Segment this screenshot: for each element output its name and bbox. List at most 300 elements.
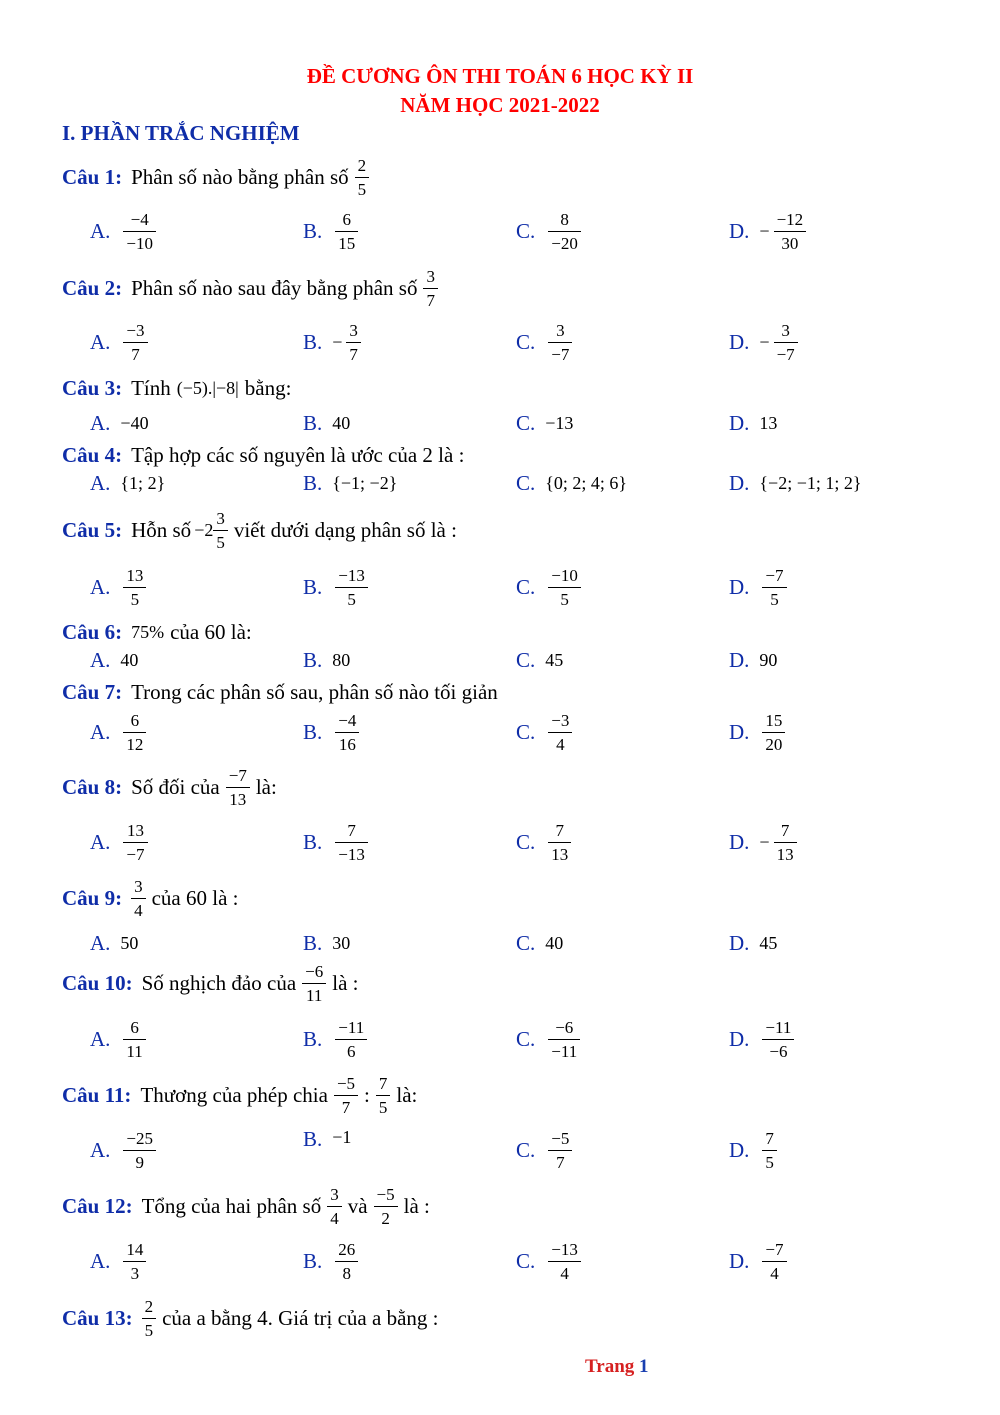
option-value: {1; 2} <box>120 472 166 493</box>
numerator: 13 <box>126 565 144 585</box>
option-letter: B. <box>303 218 323 243</box>
denominator: 5 <box>560 589 569 609</box>
denominator: 4 <box>556 734 565 754</box>
minus-sign: − <box>759 331 770 352</box>
option-b[interactable] <box>303 458 397 508</box>
option-letter: A. <box>90 1248 111 1273</box>
denominator: −11 <box>551 1041 578 1061</box>
numerator: 6 <box>130 1017 139 1037</box>
answer-options <box>0 1125 1000 1175</box>
document-title: ĐỀ CƯƠNG ÔN THI TOÁN 6 HỌC KỲ II <box>306 64 694 88</box>
answer-options <box>0 458 1000 508</box>
question-10 <box>62 963 361 1003</box>
option-value: 45 <box>545 649 564 670</box>
option-d[interactable] <box>729 1125 780 1175</box>
option-value: 80 <box>332 649 351 670</box>
numerator: −13 <box>338 565 365 585</box>
question-label: Câu 6: <box>62 619 123 644</box>
option-letter: D. <box>729 574 750 599</box>
numerator: −4 <box>130 209 149 229</box>
option-value: 13 <box>759 412 778 433</box>
denominator: −7 <box>126 844 145 864</box>
option-a[interactable] <box>90 562 149 612</box>
numerator: −4 <box>338 710 357 730</box>
question-fraction <box>226 766 250 809</box>
question-text: là: <box>255 774 277 799</box>
option-fraction <box>762 1240 786 1283</box>
option-fraction <box>548 210 581 253</box>
numerator: −6 <box>555 1017 574 1037</box>
option-c[interactable] <box>516 1236 584 1286</box>
question-12 <box>62 1186 433 1226</box>
option-a[interactable] <box>90 206 159 256</box>
option-letter: C. <box>516 930 536 955</box>
question-text: của a bằng 4. Giá trị của a bằng : <box>162 1305 439 1330</box>
answer-options <box>0 206 1000 256</box>
option-b[interactable] <box>303 707 362 757</box>
option-b[interactable] <box>303 206 361 256</box>
answer-options <box>0 817 1000 867</box>
option-fraction <box>123 1240 146 1283</box>
option-d[interactable] <box>729 817 800 867</box>
math-expression: (−5).|−8| <box>176 377 239 398</box>
question-label: Câu 10: <box>62 970 133 995</box>
question-fraction <box>142 1297 157 1340</box>
page-footer <box>585 1356 649 1378</box>
option-letter: D. <box>729 470 750 495</box>
option-a[interactable] <box>90 1236 149 1286</box>
option-letter: A. <box>90 218 111 243</box>
option-letter: A. <box>90 829 111 854</box>
question-text: Thương của phép chia <box>140 1082 328 1107</box>
denominator: 5 <box>378 1097 388 1117</box>
option-value: {−2; −1; 1; 2} <box>759 472 862 493</box>
numerator: 7 <box>555 820 565 840</box>
option-fraction <box>774 321 798 364</box>
option-c[interactable] <box>516 562 584 612</box>
answer-options <box>0 562 1000 612</box>
question-text: bằng: <box>244 375 292 400</box>
option-value: −1 <box>332 1127 352 1147</box>
option-letter: B. <box>303 329 323 354</box>
option-fraction <box>762 566 786 609</box>
option-value: {0; 2; 4; 6} <box>545 472 628 493</box>
option-letter: A. <box>90 329 111 354</box>
option-letter: B. <box>303 1026 323 1051</box>
question-text: là : <box>403 1193 430 1218</box>
numerator: −11 <box>765 1017 792 1037</box>
denominator: 6 <box>347 1041 356 1061</box>
question-text: của 60 là: <box>170 619 252 644</box>
option-fraction <box>335 711 359 754</box>
question-text: là : <box>332 970 359 995</box>
option-value: 45 <box>759 932 778 953</box>
option-letter: A. <box>90 574 111 599</box>
option-fraction <box>123 1018 145 1061</box>
option-letter: A. <box>90 1026 111 1051</box>
denominator: 9 <box>135 1152 144 1172</box>
numerator: −5 <box>551 1128 570 1148</box>
option-a[interactable] <box>90 1125 159 1175</box>
numerator: 2 <box>357 155 367 175</box>
option-letter: D. <box>729 647 750 672</box>
math-expression: 75% <box>131 621 165 642</box>
option-value: 50 <box>120 932 139 953</box>
question-label: Câu 11: <box>62 1082 132 1107</box>
option-letter: D. <box>729 1137 750 1162</box>
denominator: 11 <box>126 1041 143 1061</box>
option-fraction <box>774 210 807 253</box>
denominator: 7 <box>131 344 140 364</box>
option-value: 90 <box>759 649 778 670</box>
option-letter: D. <box>729 1248 750 1273</box>
denominator: 7 <box>341 1097 351 1117</box>
option-d[interactable] <box>729 206 809 256</box>
denominator: 11 <box>306 985 323 1005</box>
question-label: Câu 1: <box>62 164 123 189</box>
option-fraction <box>774 821 797 864</box>
question-label: Câu 8: <box>62 774 123 799</box>
denominator: 15 <box>338 233 356 253</box>
option-letter: A. <box>90 410 111 435</box>
denominator: 5 <box>770 589 779 609</box>
question-fraction <box>423 267 438 310</box>
numerator: 7 <box>780 820 790 840</box>
option-fraction <box>762 1129 777 1172</box>
denominator: 7 <box>349 344 358 364</box>
numerator: 6 <box>130 710 140 730</box>
numerator: −11 <box>338 1017 365 1037</box>
option-fraction <box>123 821 147 864</box>
question-text: viết dưới dạng phân số là : <box>233 517 457 542</box>
question-label: Câu 4: <box>62 442 123 467</box>
numerator: 3 <box>330 1184 339 1204</box>
question-label: Câu 12: <box>62 1193 133 1218</box>
option-b[interactable] <box>303 1236 361 1286</box>
denominator: −10 <box>126 233 154 253</box>
denominator: 8 <box>342 1263 352 1283</box>
option-letter: A. <box>90 647 111 672</box>
numerator: 13 <box>126 820 144 840</box>
numerator: 6 <box>342 209 352 229</box>
numerator: 3 <box>349 320 358 340</box>
question-fraction <box>327 1185 342 1228</box>
option-fraction <box>548 1018 580 1061</box>
numerator: 3 <box>134 876 143 896</box>
answer-options <box>0 918 1000 968</box>
question-text: Tập hợp các số nguyên là ước của 2 là : <box>131 442 465 467</box>
option-fraction <box>335 210 358 253</box>
numerator: 8 <box>560 209 569 229</box>
numerator: 3 <box>556 320 565 340</box>
option-a[interactable] <box>90 317 151 367</box>
denominator: −13 <box>338 844 365 864</box>
option-b[interactable] <box>303 1014 370 1064</box>
denominator: 20 <box>765 734 783 754</box>
question-9 <box>62 878 241 918</box>
option-letter: B. <box>303 647 323 672</box>
option-letter: C. <box>516 1248 536 1273</box>
question-8 <box>62 767 280 807</box>
question-text: Phân số nào bằng phân số <box>131 164 349 189</box>
minus-sign: − <box>332 331 343 352</box>
option-value: 40 <box>545 932 564 953</box>
question-11 <box>62 1075 420 1115</box>
denominator: 5 <box>216 532 225 552</box>
option-c[interactable] <box>516 635 563 685</box>
option-fraction <box>548 1240 581 1283</box>
numerator: 3 <box>426 266 435 286</box>
answer-options <box>0 1014 1000 1064</box>
denominator: 13 <box>551 844 569 864</box>
question-fraction <box>334 1074 358 1117</box>
option-letter: D. <box>729 329 750 354</box>
option-fraction <box>335 566 368 609</box>
denominator: 2 <box>381 1208 390 1228</box>
question-text: Phân số nào sau đây bằng phân số <box>131 275 418 300</box>
numerator: 26 <box>338 1239 356 1259</box>
numerator: −7 <box>765 1239 784 1259</box>
option-fraction <box>762 1018 794 1061</box>
numerator: −5 <box>376 1184 395 1204</box>
option-fraction <box>548 1129 572 1172</box>
operator: và <box>347 1193 368 1218</box>
section-heading: I. PHẦN TRẮC NGHIỆM <box>62 121 300 145</box>
numerator: −5 <box>336 1073 356 1093</box>
operator: : <box>364 1082 370 1107</box>
question-text: Hỗn số <box>131 517 192 542</box>
numerator: 7 <box>765 1128 774 1148</box>
mixed-fraction <box>213 509 228 552</box>
option-a[interactable] <box>90 817 151 867</box>
minus-sign: − <box>759 220 770 241</box>
denominator: 7 <box>556 1152 565 1172</box>
answer-options <box>0 707 1000 757</box>
option-fraction <box>548 321 572 364</box>
denominator: 4 <box>560 1263 569 1283</box>
option-value: 30 <box>332 932 351 953</box>
option-letter: D. <box>729 1026 750 1051</box>
question-text: của 60 là : <box>151 885 239 910</box>
numerator: 3 <box>781 320 790 340</box>
denominator: 16 <box>338 734 356 754</box>
option-letter: B. <box>303 410 323 435</box>
denominator: 5 <box>765 1152 774 1172</box>
option-a[interactable] <box>90 458 165 508</box>
option-c[interactable] <box>516 707 575 757</box>
question-2 <box>62 268 441 308</box>
denominator: 30 <box>781 233 799 253</box>
numerator: 7 <box>378 1073 388 1093</box>
numerator: −12 <box>776 209 804 229</box>
option-fraction <box>762 711 785 754</box>
question-label: Câu 3: <box>62 375 123 400</box>
option-c[interactable] <box>516 206 584 256</box>
option-a[interactable] <box>90 1014 149 1064</box>
option-letter: B. <box>303 1127 323 1151</box>
question-5 <box>62 510 460 550</box>
option-letter: D. <box>729 719 750 744</box>
option-b[interactable] <box>303 1125 351 1177</box>
denominator: −7 <box>776 344 795 364</box>
numerator: 3 <box>216 508 225 528</box>
question-fraction <box>302 962 326 1005</box>
option-c[interactable] <box>516 817 574 867</box>
option-fraction <box>346 321 361 364</box>
option-fraction <box>123 711 146 754</box>
option-letter: D. <box>729 829 750 854</box>
denominator: 5 <box>130 589 140 609</box>
question-1 <box>62 157 372 197</box>
question-label: Câu 2: <box>62 275 123 300</box>
answer-options <box>0 317 1000 367</box>
question-label: Câu 7: <box>62 679 123 704</box>
option-letter: B. <box>303 1248 323 1273</box>
answer-options <box>0 1236 1000 1286</box>
option-letter: B. <box>303 829 323 854</box>
option-letter: C. <box>516 470 536 495</box>
option-fraction <box>123 566 146 609</box>
question-label: Câu 13: <box>62 1305 133 1330</box>
denominator: 7 <box>426 290 435 310</box>
option-value: 40 <box>332 412 351 433</box>
question-text: Tính <box>131 375 171 400</box>
option-letter: A. <box>90 930 111 955</box>
option-fraction <box>123 321 147 364</box>
denominator: 12 <box>126 734 144 754</box>
option-letter: C. <box>516 574 536 599</box>
denominator: 3 <box>130 1263 140 1283</box>
numerator: −7 <box>228 765 247 785</box>
school-year: NĂM HỌC 2021-2022 <box>400 93 600 117</box>
question-13 <box>62 1298 441 1338</box>
option-fraction <box>123 210 156 253</box>
question-text: Số đối của <box>131 774 220 799</box>
option-letter: B. <box>303 719 323 744</box>
page-label: Trang <box>585 1356 635 1377</box>
option-letter: D. <box>729 410 750 435</box>
question-fraction <box>374 1185 398 1228</box>
option-letter: D. <box>729 218 750 243</box>
option-c[interactable] <box>516 398 573 448</box>
option-letter: A. <box>90 719 111 744</box>
numerator: 14 <box>126 1239 144 1259</box>
option-b[interactable] <box>303 562 371 612</box>
option-a[interactable] <box>90 707 149 757</box>
option-d[interactable] <box>729 1236 790 1286</box>
question-fraction <box>131 877 146 920</box>
option-d[interactable] <box>729 458 862 508</box>
question-fraction <box>355 156 370 199</box>
option-b[interactable] <box>303 317 364 367</box>
option-d[interactable] <box>729 317 801 367</box>
numerator: −6 <box>305 961 324 981</box>
numerator: 15 <box>765 710 783 730</box>
option-fraction <box>548 566 581 609</box>
question-text: Trong các phân số sau, phân số nào tối giản <box>131 679 498 704</box>
question-fraction <box>376 1074 391 1117</box>
option-fraction <box>335 1018 367 1061</box>
numerator: −3 <box>126 320 145 340</box>
denominator: 4 <box>770 1263 779 1283</box>
option-value: −40 <box>120 412 149 433</box>
option-d[interactable] <box>729 918 777 968</box>
numerator: 2 <box>144 1296 154 1316</box>
option-letter: A. <box>90 1137 111 1162</box>
option-letter: C. <box>516 329 536 354</box>
denominator: −20 <box>551 233 578 253</box>
denominator: −7 <box>551 344 570 364</box>
option-fraction <box>335 821 368 864</box>
option-d[interactable] <box>729 562 790 612</box>
option-c[interactable] <box>516 1014 583 1064</box>
option-b[interactable] <box>303 918 350 968</box>
option-letter: B. <box>303 470 323 495</box>
option-letter: C. <box>516 647 536 672</box>
denominator: 5 <box>144 1320 154 1340</box>
option-d[interactable] <box>729 707 788 757</box>
option-letter: C. <box>516 1137 536 1162</box>
option-letter: C. <box>516 218 536 243</box>
option-fraction <box>335 1240 358 1283</box>
question-7 <box>62 672 501 712</box>
option-letter: C. <box>516 719 536 744</box>
denominator: 13 <box>229 789 247 809</box>
option-d[interactable] <box>729 398 777 448</box>
option-fraction <box>123 1129 156 1172</box>
denominator: 4 <box>134 900 143 920</box>
numerator: −3 <box>551 710 570 730</box>
question-text: Số nghịch đảo của <box>141 970 297 995</box>
option-value: {−1; −2} <box>332 472 398 493</box>
question-text: Tổng của hai phân số <box>141 1193 322 1218</box>
option-value: −13 <box>545 412 574 433</box>
option-d[interactable] <box>729 635 777 685</box>
option-fraction <box>548 821 571 864</box>
numerator: −7 <box>765 565 784 585</box>
option-c[interactable] <box>516 918 563 968</box>
question-text: là: <box>396 1082 418 1107</box>
question-label: Câu 5: <box>62 517 123 542</box>
denominator: 4 <box>330 1208 339 1228</box>
option-letter: D. <box>729 930 750 955</box>
page-number: 1 <box>639 1356 649 1377</box>
numerator: 7 <box>347 820 356 840</box>
option-b[interactable] <box>303 817 371 867</box>
question-label: Câu 9: <box>62 885 123 910</box>
option-c[interactable] <box>516 458 627 508</box>
option-value: 40 <box>120 649 139 670</box>
denominator: 5 <box>357 179 367 199</box>
option-d[interactable] <box>729 1014 797 1064</box>
minus-sign: − <box>759 831 770 852</box>
numerator: −10 <box>551 565 578 585</box>
option-letter: B. <box>303 930 323 955</box>
option-c[interactable] <box>516 1125 575 1175</box>
option-fraction <box>548 711 572 754</box>
option-a[interactable] <box>90 918 138 968</box>
option-letter: B. <box>303 574 323 599</box>
option-letter: C. <box>516 1026 536 1051</box>
denominator: −6 <box>769 1041 788 1061</box>
numerator: −25 <box>126 1128 154 1148</box>
numerator: −13 <box>551 1239 578 1259</box>
denominator: 5 <box>347 589 356 609</box>
option-letter: C. <box>516 410 536 435</box>
option-c[interactable] <box>516 317 575 367</box>
option-letter: A. <box>90 470 111 495</box>
option-letter: C. <box>516 829 536 854</box>
